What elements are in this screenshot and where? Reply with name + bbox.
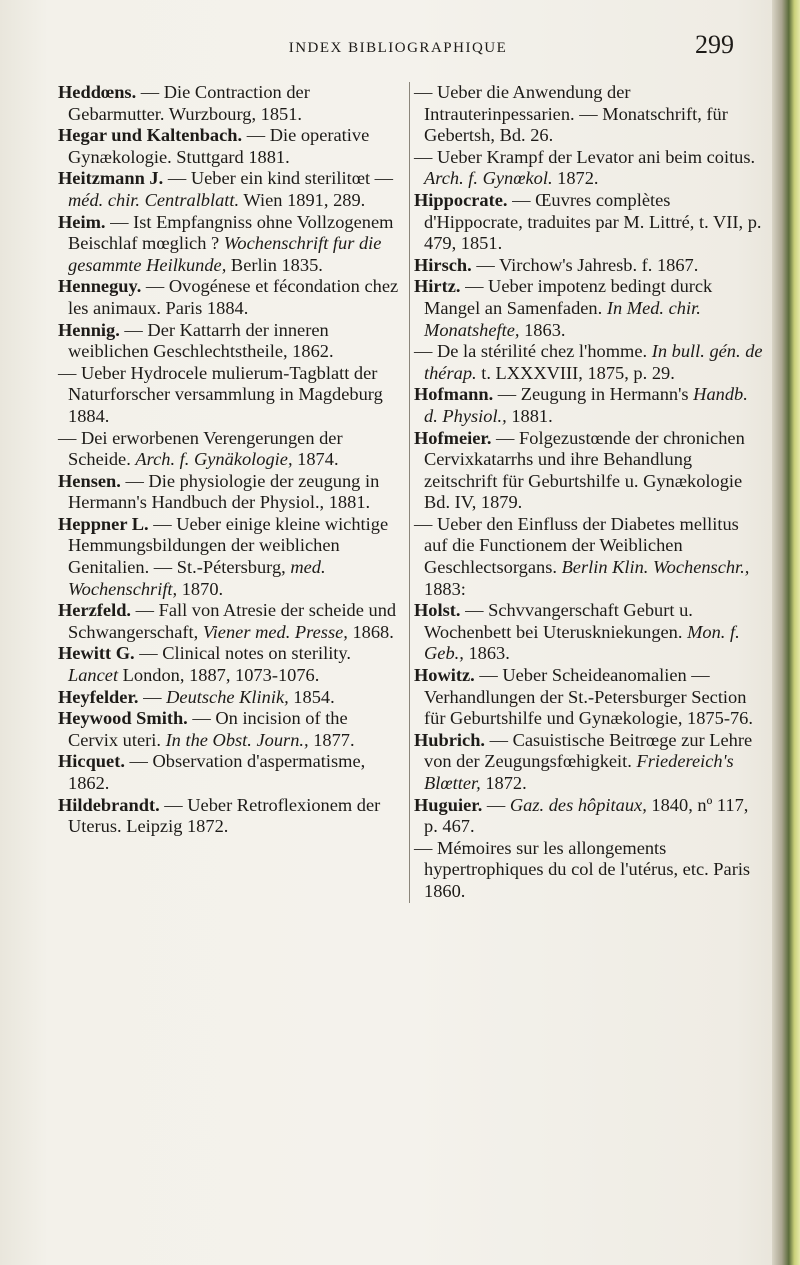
entry-text: — (138, 686, 167, 707)
entry-author: Hippocrate. (414, 189, 508, 210)
entry-author: Huguier. (414, 794, 483, 815)
entry-author: Hegar und Kaltenbach. (58, 125, 243, 146)
entry-tail: 1872. (480, 773, 527, 793)
entry-text: — Folgezustœnde der chronichen Cervixkatarrhs und ihre Behandlung zeitschrift für Geburtshilfe u. Gynækologie Bd. IV, 1879. (424, 427, 745, 513)
entry-tail: 1854. (288, 686, 335, 707)
entry-source: Friedereich's Blœtter, (424, 751, 734, 793)
entry-author: Herzfeld. (58, 600, 132, 621)
entry-text: — (482, 794, 510, 815)
entry-author: Hicquet. (58, 751, 125, 772)
left-column (54, 82, 402, 838)
bibliography-entry (410, 838, 766, 903)
bibliography-entry (54, 276, 402, 319)
bibliography-entry (54, 751, 402, 794)
entry-text: — Ueber den Einfluss der Diabetes mellitus auf die Functionem der Weiblichen Geschlectsorgans. (414, 513, 739, 578)
bibliography-entry (410, 514, 766, 600)
entry-author: Hirsch. (414, 254, 472, 275)
entry-tail: 1881. (506, 405, 553, 426)
entry-author: Hewitt G. (58, 643, 135, 664)
bibliography-entry (54, 363, 402, 428)
entry-tail: 1872. (552, 168, 599, 189)
entry-text: — Ueber impotenz bedingt durck Mangel an Samenfaden. (424, 276, 713, 318)
bibliography-entry (410, 82, 766, 147)
entry-text: — De la stérilité chez l'homme. (414, 341, 652, 362)
bibliography-entry (54, 168, 402, 211)
bibliography-entry (410, 730, 766, 795)
entry-text: — Schvvangerschaft Geburt u. Wochenbett bei Uteruskniekungen. (424, 600, 693, 642)
entry-tail: Berlin 1835. (226, 254, 323, 275)
entry-text: — Die Contraction der Gebarmutter. Wurzbourg, 1851. (68, 82, 310, 124)
bibliography-entry (54, 471, 402, 514)
entry-text: — Ueber Retroflexionem der Uterus. Leipzig 1872. (68, 794, 381, 837)
entry-tail: 1868. (347, 621, 394, 642)
entry-tail: London, 1887, 1073-1076. (118, 665, 320, 686)
entry-author: Holst. (414, 600, 461, 621)
entry-source: Arch. f. Gynœkol. (424, 168, 553, 189)
entry-tail: 1874. (292, 449, 339, 470)
entry-tail: 1863. (463, 643, 510, 664)
entry-text: — Virchow's Jahresb. f. 1867. (471, 254, 699, 275)
bibliography-entry (54, 600, 402, 643)
bibliography-entry (410, 255, 766, 277)
entry-source: Mon. f. Geb., (424, 621, 740, 664)
bibliography-entry (54, 212, 402, 277)
bibliography-entry (54, 514, 402, 600)
entry-text: — Casuistische Beitrœge zur Lehre von der Zeugungsfœhigkeit. (424, 729, 753, 772)
bibliography-entry (410, 665, 766, 730)
entry-author: Heitzmann J. (58, 168, 164, 189)
entry-text: — Ist Empfangniss ohne Vollzogenem Beischlaf mœglich ? (68, 211, 394, 254)
entry-author: Hirtz. (414, 276, 461, 297)
bibliography-entry (54, 643, 402, 686)
entry-author: Heim. (58, 211, 106, 232)
entry-tail: Wien 1891, 289. (239, 189, 366, 210)
entry-text: — Ueber Krampf der Levator ani beim coitus. (414, 146, 756, 167)
bibliography-entry (410, 428, 766, 514)
entry-source: Handb. d. Physiol., (424, 384, 748, 426)
entry-source: In bull. gén. de thérap. (424, 341, 763, 383)
entry-text: — Die operative Gynækologie. Stuttgard 1881. (68, 125, 370, 167)
entry-source: Lancet (68, 665, 119, 686)
entry-tail: 1840, nº 117, p. 467. (424, 794, 749, 837)
page-edge (772, 0, 800, 1265)
entry-text: — Ueber ein kind sterilitœt — (163, 168, 394, 189)
entry-author: Heyfelder. (58, 686, 139, 707)
bibliography-entry (410, 147, 766, 190)
entry-text: — Ueber einige kleine wichtige Hemmungsbildungen der weiblichen Genitalien. — St.-Pétersburg, (68, 513, 389, 578)
entry-source: méd. chir. Centralblatt. (68, 189, 240, 210)
entry-source: Gaz. des hôpitaux, (509, 794, 647, 815)
entry-text: — Ovogénese et fécondation chez les animaux. Paris 1884. (68, 276, 399, 318)
entry-text: — Dei erworbenen Verengerungen der Scheide. (58, 427, 343, 470)
entry-text: — Clinical notes on sterility. (134, 643, 352, 664)
entry-text: — Die physiologie der zeugung in Hermann's Handbuch der Physiol., 1881. (68, 470, 380, 513)
entry-source: Wochenschrift fur die gesammte Heilkunde, (68, 233, 382, 275)
entry-text: — Mémoires sur les allongements hypertrophiques du col de l'utérus, etc. Paris 1860. (414, 837, 751, 901)
entry-author: Hubrich. (414, 729, 486, 750)
bibliography-entry (410, 190, 766, 255)
bibliography-entry (54, 82, 402, 125)
entry-author: Hensen. (58, 470, 121, 491)
entry-author: Heppner L. (58, 513, 149, 534)
entry-author: Hennig. (58, 319, 120, 340)
right-column (409, 82, 766, 903)
bibliography-entry (410, 276, 766, 341)
bibliography-entry (54, 687, 402, 709)
bibliography-entry (410, 341, 766, 384)
entry-source: Arch. f. Gynäkologie, (135, 449, 293, 470)
bibliography-entry (54, 795, 402, 838)
entry-source: med. Wochenschrift, (68, 557, 326, 599)
bibliography-entry (410, 795, 766, 838)
entry-text: — Ueber Scheideanomalien — Verhandlungen der St.-Petersburger Section für Geburtshilfe und Gynækologie, 1875-76. (424, 665, 753, 729)
entry-source: In Med. chir. Monatshefte, (424, 297, 701, 340)
page-number: 299 (695, 30, 734, 59)
entry-text: — Ueber Hydrocele mulierum-Tagblatt der Naturforscher versammlung in Magdeburg 1884. (58, 362, 383, 426)
entry-text: — Zeugung in Hermann's (493, 384, 694, 405)
entry-text: — Fall von Atresie der scheide und Schwangerschaft, (68, 600, 397, 642)
entry-source: In the Obst. Journ., (165, 729, 309, 750)
bibliography-entry (54, 428, 402, 471)
entry-text: — Œuvres complètes d'Hippocrate, traduites par M. Littré, t. VII, p. 479, 1851. (424, 189, 762, 254)
entry-source: Berlin Klin. Wochenschr., (561, 557, 750, 578)
bibliography-entry (410, 600, 766, 665)
bibliography-entry (410, 384, 766, 427)
entry-author: Hofmann. (414, 384, 494, 405)
entry-author: Hildebrandt. (58, 794, 160, 815)
entry-text: — Der Kattarrh der inneren weiblichen Geschlechtstheile, 1862. (68, 319, 334, 362)
entry-author: Henneguy. (58, 276, 142, 297)
entry-tail: 1883: (424, 578, 466, 599)
running-header: INDEX BIBLIOGRAPHIQUE (288, 40, 508, 56)
entry-author: Hofmeier. (414, 427, 492, 448)
entry-tail: 1877. (308, 729, 355, 750)
bibliography-entry (54, 708, 402, 751)
entry-text: — Observation d'aspermatisme, 1862. (68, 751, 366, 793)
entry-tail: t. LXXXVIII, 1875, p. 29. (476, 362, 675, 383)
entry-author: Heddœns. (58, 82, 137, 102)
entry-tail: 1863. (519, 319, 566, 340)
entry-author: Heywood Smith. (58, 708, 188, 729)
entry-source: Deutsche Klinik, (166, 686, 289, 707)
entry-text: — Ueber die Anwendung der Intrauterinpessarien. — Monatschrift, für Gebertsh, Bd. 26. (414, 82, 728, 146)
bibliography-entry (54, 320, 402, 363)
entry-tail: 1870. (177, 578, 224, 599)
entry-author: Howitz. (414, 665, 475, 686)
bibliography-entry (54, 125, 402, 168)
entry-text: — On incision of the Cervix uteri. (68, 708, 348, 750)
entry-source: Viener med. Presse, (202, 621, 348, 642)
